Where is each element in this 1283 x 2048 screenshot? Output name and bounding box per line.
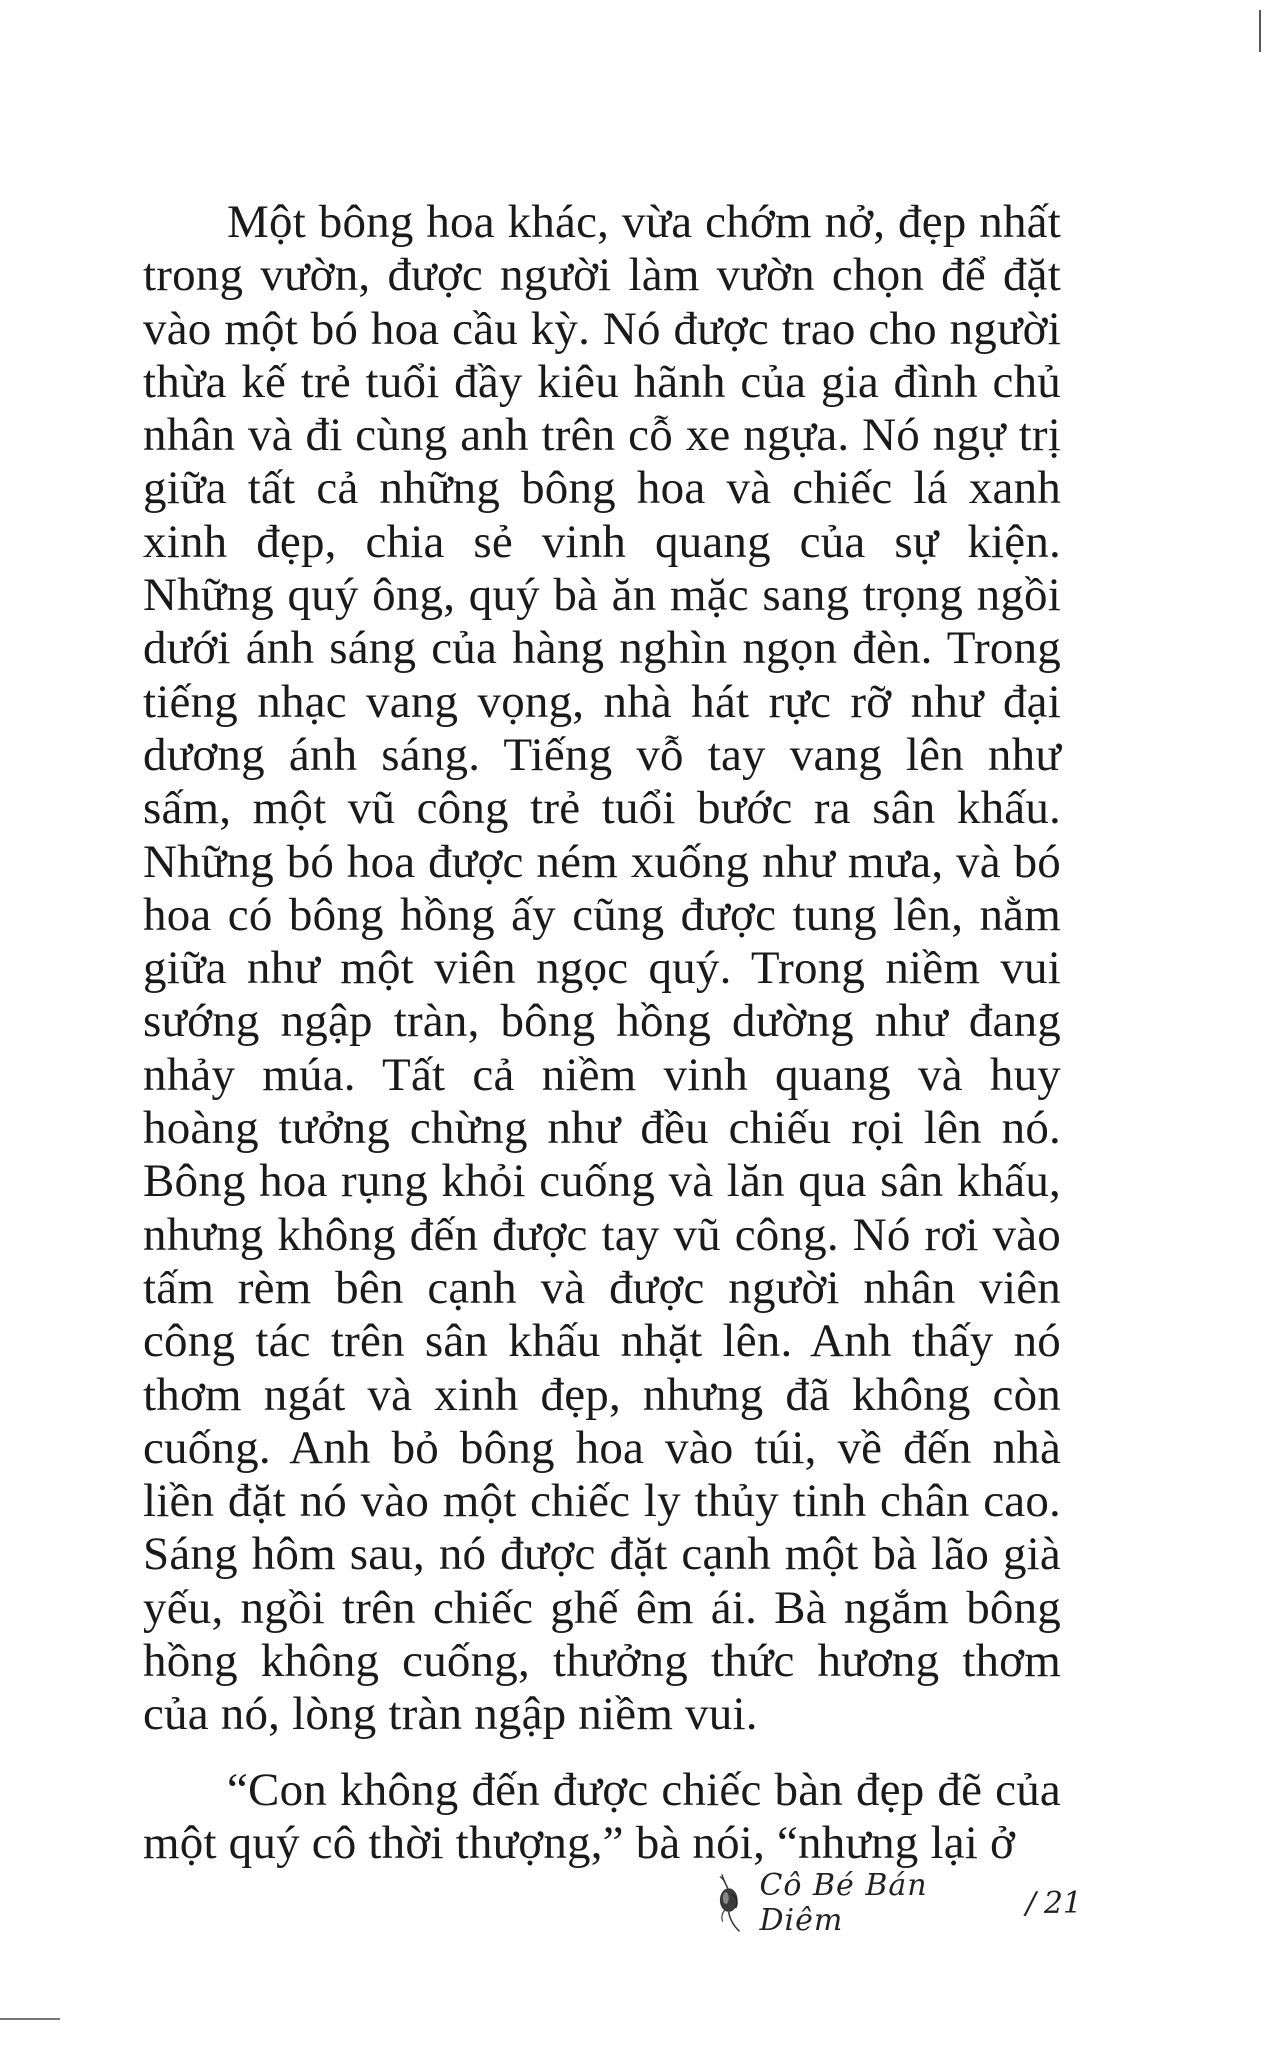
running-title: Cô Bé Bán Diêm bbox=[759, 1868, 928, 1938]
page-number: 21 bbox=[1043, 1885, 1082, 1921]
body-text bbox=[143, 196, 1061, 1870]
paragraph-1: Một bông hoa khác, vừa chớm nở, đẹp nhất trong vườn, được người làm vườn chọn để đặt vào một bó hoa cầu kỳ. Nó được trao cho người thừa kế trẻ tuổi đầy kiêu hãnh của gia đình chủ nhân và đi cùng anh trên cỗ xe ngựa. Nó ngự trị giữa tất cả những bông hoa và chiếc lá xanh xinh đẹp, chia sẻ vinh quang của sự kiện. Những quý ông, quý bà ăn mặc sang trọng ngồi dưới ánh sáng của hàng nghìn ngọn đèn. Trong tiếng nhạc vang vọng, nhà hát rực rỡ như đại dương ánh sáng. Tiếng vỗ tay vang lên như sấm, một vũ công trẻ tuổi bước ra sân khấu. Những bó hoa được ném xuống như mưa, và bó hoa có bông hồng ấy cũng được tung lên, nằm giữa như một viên ngọc quý. Trong niềm vui sướng ngập tràn, bông hồng dường như đang nhảy múa. Tất cả niềm vinh quang và huy hoàng tưởng chừng như đều chiếu rọi lên nó. Bông hoa rụng khỏi cuống và lăn qua sân khấu, nhưng không đến được tay vũ công. Nó rơi vào tấm rèm bên cạnh và được người nhân viên công tác trên sân khấu nhặt lên. Anh thấy nó thơm ngát và xinh đẹp, nhưng đã không còn cuống. Anh bỏ bông hoa vào túi, về đến nhà liền đặt nó vào một chiếc ly thủy tinh chân cao. Sáng hôm sau, nó được đặt cạnh một bà lão già yếu, ngồi trên chiếc ghế êm ái. Bà ngắm bông hồng không cuống, thưởng thức hương thơm của nó, lòng tràn ngập niềm vui. bbox=[143, 196, 1061, 1741]
title-separator: / bbox=[1025, 1885, 1036, 1921]
page-bottom-mark bbox=[0, 2018, 60, 2020]
page-footer bbox=[712, 1868, 1082, 1938]
paragraph-2: “Con không đến được chiếc bàn đẹp đẽ của một quý cô thời thượng,” bà nói, “nhưng lại ở bbox=[143, 1763, 1061, 1869]
flower-ornament-icon bbox=[712, 1870, 745, 1936]
page-edge-mark bbox=[1259, 10, 1261, 52]
